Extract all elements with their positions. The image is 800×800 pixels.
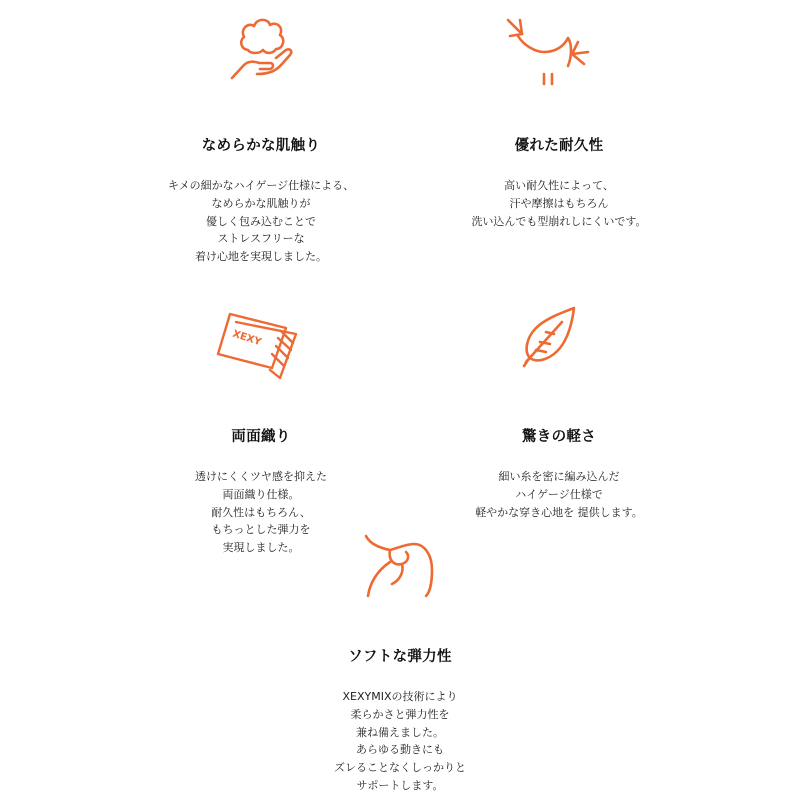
feature-description bbox=[111, 468, 411, 557]
description-line: 細い糸を密に編み込んだ bbox=[498, 470, 620, 483]
cotton-in-hand-icon bbox=[224, 12, 300, 88]
description-line: 両面織り仕様。 bbox=[222, 487, 300, 501]
description-line: サポートします。 bbox=[356, 778, 444, 792]
description-line: キメの細かなハイゲージ仕様による、 bbox=[167, 179, 355, 192]
description-line: 高い耐久性によって、 bbox=[504, 179, 614, 192]
description-line: 着け心地を実現しました。 bbox=[195, 250, 327, 264]
description-line: XEXYMIXの技術により bbox=[342, 690, 458, 703]
description-line: 耐久性はもちろん、 bbox=[211, 505, 311, 519]
body-stretch-icon bbox=[500, 14, 596, 86]
feature-smooth-touch bbox=[111, 134, 411, 266]
double-layer-fabric-icon bbox=[214, 302, 310, 384]
description-line: 透けにくくツヤ感を抑えた bbox=[195, 470, 327, 483]
description-line: 優しく包み込むことで bbox=[206, 214, 316, 228]
xexy-logo-text: XEXY bbox=[231, 328, 263, 349]
description-line: なめらかな肌触りが bbox=[211, 196, 311, 210]
feature-title: 優れた耐久性 bbox=[514, 138, 604, 154]
description-line: 柔らかさと弾力性を bbox=[350, 707, 450, 721]
description-line: 洗い込んでも型崩れしにくいです。 bbox=[471, 214, 647, 228]
feature-description bbox=[409, 177, 709, 230]
feature-title: なめらかな肌触り bbox=[201, 138, 321, 154]
feature-description bbox=[111, 177, 411, 266]
description-line: ストレスフリーな bbox=[217, 232, 305, 246]
feature-lightness bbox=[409, 425, 709, 521]
description-line: ズレることなくしっかりと bbox=[334, 761, 466, 775]
description-line: あらゆる動きにも bbox=[356, 743, 444, 757]
description-line: 実現しました。 bbox=[222, 541, 300, 555]
description-line: もちっとした弾力を bbox=[211, 523, 311, 537]
feather-icon bbox=[516, 304, 580, 374]
description-line: 兼ね備えました。 bbox=[356, 725, 444, 739]
feature-durability bbox=[409, 134, 709, 230]
feature-title: ソフトな弾力性 bbox=[348, 649, 452, 665]
description-line: 汗や摩擦はもちろん bbox=[509, 196, 609, 210]
feature-soft-elasticity bbox=[250, 645, 550, 795]
description-line: 軽やかな穿き心地を 提供します。 bbox=[475, 505, 643, 519]
feature-description bbox=[250, 688, 550, 795]
description-line: ハイゲージ仕様で bbox=[515, 487, 603, 501]
feature-title: 驚きの軽さ bbox=[522, 429, 596, 445]
feature-description bbox=[409, 468, 709, 521]
feature-title: 両面織り bbox=[231, 429, 291, 445]
feature-double-weave bbox=[111, 425, 411, 557]
